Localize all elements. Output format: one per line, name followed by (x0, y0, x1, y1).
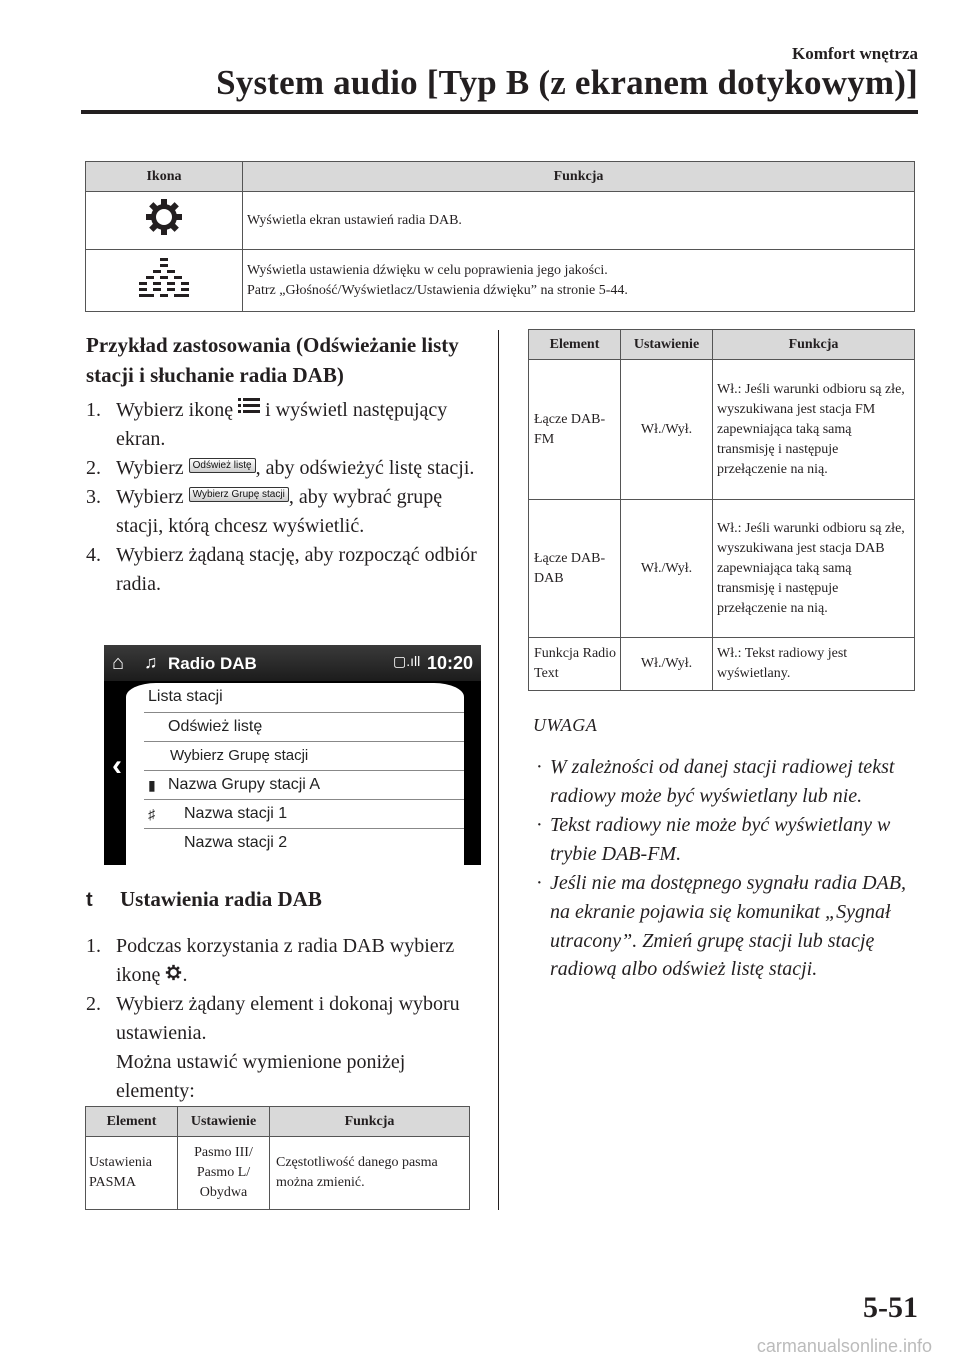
bullet: · (536, 872, 543, 895)
row-text: Odśwież listę (168, 718, 263, 735)
step-number: 1. (86, 399, 101, 421)
music-note-icon: ♫ (144, 652, 158, 672)
page-number: 5-51 (863, 1291, 918, 1324)
section-marker: t (86, 889, 93, 911)
row-text: Nazwa stacji 2 (184, 834, 288, 851)
bullet: · (536, 756, 543, 778)
setting-cell: Wł./Wył. (621, 638, 713, 691)
group-icon: ▮ (148, 777, 156, 793)
step-text-b: Można ustawić wymienione poniżej elementy: (116, 1051, 406, 1102)
watermark: carmanualsonline.info (756, 1336, 932, 1356)
select-group-button[interactable]: Wybierz Grupę stacji (189, 487, 289, 502)
step-number: 3. (86, 486, 101, 508)
element-cell: Ustawienia PASMA (86, 1137, 178, 1210)
step-text-a: Wybierz żądany element i dokonaj wyboru ustawienia. (116, 993, 460, 1044)
step-number: 2. (86, 457, 101, 479)
step-4 (86, 541, 482, 599)
step-text (116, 932, 482, 990)
col-header-element: Element (529, 330, 621, 360)
setting-cell: Wł./Wył. (621, 500, 713, 638)
step-number: 4. (86, 544, 101, 566)
column-divider (498, 330, 499, 1210)
function-text (243, 250, 915, 312)
col-header-setting: Ustawienie (621, 330, 713, 360)
group-item[interactable] (144, 770, 464, 799)
settings-table-2 (528, 329, 915, 691)
step-text-b: , aby odświeżyć listę stacji. (255, 457, 475, 479)
step-text-b: , aby wybrać grupę stacji, którą chcesz wyświetlić. (116, 486, 443, 537)
clock: 10:20 (426, 653, 473, 673)
step-text-a: Wybierz (116, 486, 184, 508)
back-arrow-icon[interactable]: ‹ (112, 749, 122, 782)
section-label: Komfort wnętrza (791, 44, 918, 63)
step-text-b: . (182, 964, 188, 986)
step-1 (86, 932, 482, 990)
note-text: W zależności od danej stacji radiowej tekst radiowy może być wyświetlany lub nie. (550, 756, 895, 807)
function-line-2: Patrz „Głośność/Wyświetlacz/Ustawienia dźwięku” na stronie 5-44. (247, 282, 628, 298)
row-text: Wybierz Grupę stacji (170, 747, 309, 764)
note-heading: UWAGA (533, 715, 598, 735)
col-header-icon: Ikona (86, 162, 243, 192)
refresh-list-button[interactable]: Odśwież listę (189, 458, 256, 473)
element-cell: Funkcja Radio Text (529, 638, 621, 691)
function-cell: Wł.: Tekst radiowy jest wyświetlany. (713, 638, 915, 691)
icon-table (85, 161, 915, 312)
icon-cell (86, 250, 243, 312)
speaker-icon: ♯ (148, 806, 155, 822)
home-icon[interactable]: ⌂ (112, 652, 125, 674)
step-text (116, 483, 482, 541)
step-text (116, 990, 482, 1106)
screen-title: Radio DAB (168, 654, 257, 673)
signal-icon: ▢.ıll (393, 653, 421, 669)
note-item (536, 753, 916, 810)
page-title: System audio [Typ B (z ekranem dotykowym)] (216, 63, 918, 102)
note-list (536, 753, 916, 985)
station-item[interactable] (144, 828, 464, 857)
note-text: Jeśli nie ma dostępnego sygnału radia DAB, na ekranie pojawia się komunikat „Sygnał utracony”. Zmień grupę stacji lub stację radiową albo odśwież listę stacji. (550, 872, 907, 981)
setting-cell: Wł./Wył. (621, 360, 713, 500)
header-rule (81, 110, 918, 114)
step-text-b: i wyświetl następujący ekran. (116, 399, 448, 450)
step-number: 1. (86, 935, 101, 957)
station-list-panel (126, 683, 464, 865)
example-steps (86, 396, 482, 599)
element-cell: Łącze DAB-FM (529, 360, 621, 500)
gear-icon (144, 197, 184, 237)
step-2 (86, 454, 482, 483)
refresh-list-item[interactable] (144, 712, 464, 741)
function-cell: Wł.: Jeśli warunki odbioru są złe, wyszukiwana jest stacja FM zapewniająca taką samą transmisję i następuje przełączenie na nią. (713, 360, 915, 500)
col-header-function: Funkcja (270, 1107, 470, 1137)
element-cell: Łącze DAB-DAB (529, 500, 621, 638)
note-item (536, 869, 916, 983)
col-header-function: Funkcja (713, 330, 915, 360)
gear-icon (165, 964, 182, 981)
step-text-a: Podczas korzystania z radia DAB wybierz ikonę (116, 935, 455, 986)
settings-table-1 (85, 1106, 470, 1210)
col-header-setting: Ustawienie (178, 1107, 270, 1137)
icon-cell (86, 192, 243, 250)
function-line-1: Wyświetla ustawienia dźwięku w celu poprawienia jego jakości. (247, 262, 608, 278)
equalizer-icon (137, 256, 191, 298)
step-1 (86, 396, 482, 454)
step-text (116, 396, 482, 454)
setting-cell: Pasmo III/ Pasmo L/ Obydwa (178, 1137, 270, 1210)
step-text-a: Wybierz (116, 457, 184, 479)
row-text: Nazwa stacji 1 (184, 805, 288, 822)
note-item (536, 811, 916, 868)
dab-settings-steps (86, 932, 482, 1106)
function-cell: Częstotliwość danego pasma można zmienić. (270, 1137, 470, 1210)
note-text: Tekst radiowy nie może być wyświetlany w trybie DAB-FM. (550, 814, 891, 865)
function-text: Wyświetla ekran ustawień radia DAB. (243, 192, 915, 250)
select-group-item[interactable] (144, 741, 464, 770)
step-text-a: Wybierz ikonę (116, 399, 234, 421)
bullet: · (536, 814, 543, 837)
function-cell: Wł.: Jeśli warunki odbioru są złe, wyszukiwana jest stacja DAB zapewniająca taką samą transmisję i następuje przełączenie na nią. (713, 500, 915, 638)
step-number: 2. (86, 993, 101, 1015)
col-header-element: Element (86, 1107, 178, 1137)
station-item[interactable] (144, 799, 464, 828)
list-header (144, 683, 464, 712)
row-text: Lista stacji (148, 688, 223, 705)
list-icon (238, 398, 260, 414)
step-text (116, 454, 474, 483)
dab-settings-heading: Ustawienia radia DAB (120, 887, 322, 911)
radio-screen (104, 645, 481, 865)
step-2 (86, 990, 482, 1106)
row-text: Nazwa Grupy stacji A (168, 776, 321, 793)
col-header-function: Funkcja (243, 162, 915, 192)
screen-topbar (104, 645, 481, 681)
step-text: Wybierz żądaną stację, aby rozpocząć odbiór radia. (116, 544, 477, 595)
example-heading: Przykład zastosowania (Odświeżanie listy stacji i słuchanie radia DAB) (86, 333, 459, 387)
step-3 (86, 483, 482, 541)
